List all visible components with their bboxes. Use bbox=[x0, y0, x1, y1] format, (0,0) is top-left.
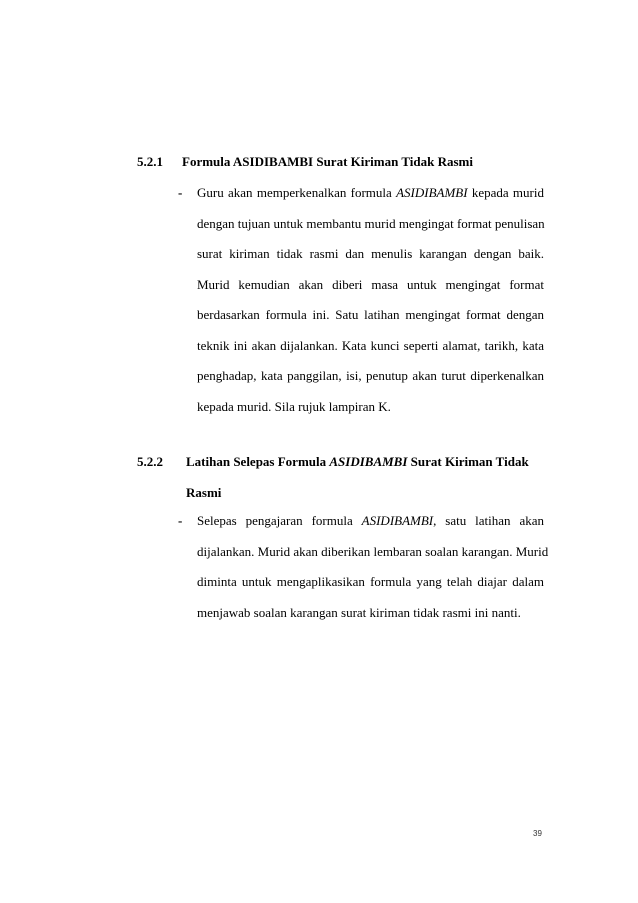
page-number: 39 bbox=[533, 829, 542, 838]
bullet-dash: - bbox=[178, 185, 183, 200]
paragraph-line: penghadap, kata panggilan, isi, penutup akan turut diperkenalkan bbox=[197, 368, 544, 383]
paragraph-line: surat kiriman tidak rasmi dan menulis karangan dengan baik. bbox=[197, 246, 544, 261]
section-title: Latihan Selepas Formula ASIDIBAMBI Surat Kiriman Tidak bbox=[186, 454, 529, 469]
paragraph-line: Murid kemudian akan diberi masa untuk mengingat format bbox=[197, 276, 544, 292]
paragraph-line: kepada murid. Sila rujuk lampiran K. bbox=[197, 398, 391, 414]
paragraph-line: teknik ini akan dijalankan. Kata kunci seperti alamat, tarikh, kata bbox=[197, 337, 544, 353]
paragraph-line: dijalankan. Murid akan diberikan lembaran soalan karangan. Murid bbox=[197, 543, 549, 559]
section-title: Formula ASIDIBAMBI Surat Kiriman Tidak Rasmi bbox=[182, 154, 473, 169]
paragraph-line: berdasarkan formula ini. Satu latihan mengingat format dengan bbox=[197, 307, 544, 322]
paragraph-line: menjawab soalan karangan surat kiriman tidak rasmi ini nanti. bbox=[197, 604, 521, 620]
paragraph-line: diminta untuk mengaplikasikan formula yang telah diajar dalam bbox=[197, 574, 544, 589]
section-title-continued: Rasmi bbox=[186, 485, 222, 500]
paragraph-line: dengan tujuan untuk membantu murid mengingat format penulisan bbox=[197, 215, 545, 231]
section-number: 5.2.2 bbox=[137, 454, 163, 469]
paragraph-line: Selepas pengajaran formula ASIDIBAMBI, satu latihan akan bbox=[197, 513, 544, 528]
section-number: 5.2.1 bbox=[137, 154, 163, 169]
bullet-dash: - bbox=[178, 513, 183, 528]
paragraph-line: Guru akan memperkenalkan formula ASIDIBAMBI kepada murid bbox=[197, 185, 544, 200]
